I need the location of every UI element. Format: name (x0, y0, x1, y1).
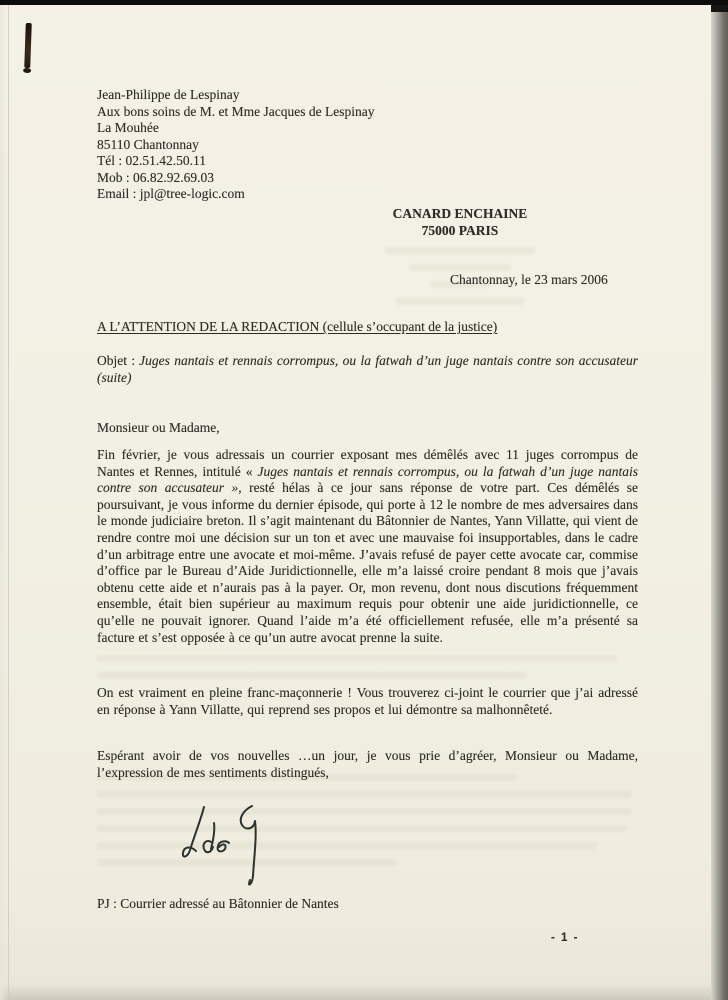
sender-address-block (97, 87, 374, 203)
bleed-through-line (97, 655, 617, 662)
salutation: Monsieur ou Madame, (97, 420, 220, 435)
sender-address-line: Mob : 06.82.92.69.03 (97, 169, 215, 185)
bleed-through-line (97, 791, 632, 798)
recipient-city: 75000 PARIS (421, 222, 499, 238)
bleed-through-line (385, 247, 535, 254)
attachment-line: PJ : Courrier adressé au Bâtonnier de Nantes (97, 896, 339, 911)
bleed-through-line (410, 264, 510, 271)
handwritten-signature (166, 798, 278, 912)
body-paragraph-3: Espérant avoir de vos nouvelles …un jour, je vous prie d’agréer, Monsieur ou Madame, l’expression de mes sentiments distingués, (97, 748, 638, 780)
sender-address-line: 85110 Chantonnay (97, 136, 199, 152)
subject-label: Objet : (97, 353, 136, 368)
italic-text-segment: Juges nantais et rennais corrompus, ou la fatwah d’un juge nantais contre son accusateur », (97, 463, 638, 496)
sender-address-line: La Mouhée (97, 120, 159, 135)
subject-line (97, 352, 638, 386)
sender-address-line: Jean-Philippe de Lespinay (97, 87, 240, 102)
dateline: Chantonnay, le 23 mars 2006 (450, 272, 608, 287)
sender-address-line: Email : jpl@tree-logic.com (97, 186, 245, 201)
scanner-edge-top (0, 0, 728, 5)
attention-line: A L’ATTENTION DE LA REDACTION (cellule s’occupant de la justice) (97, 319, 498, 334)
bleed-through-text (97, 655, 637, 689)
bleed-through-line (97, 672, 527, 679)
text-segment: Fin février, je vous adressais un courrier exposant mes démêlés avec 11 juges corrompus de Nantes et Rennes, intitulé « (97, 447, 638, 479)
body-paragraph-1 (97, 447, 638, 646)
body-paragraph-2: On est vraiment en pleine franc-maçonnerie ! Vous trouverez ci-joint le courrier que j’ai adressé en réponse à Yann Villatte, qui reprend ses propos et lui démontre sa malhonnêteté. (97, 685, 638, 717)
text-segment: resté hélas à ce jour sans réponse de votre part. Ces démêlés se poursuivant, je vous informe du dernier épisode, qui porte à 12 le nombre de mes adversaires dans le monde judiciaire breton. Il s’agit maintenant du Bâtonnier de Nantes, Yann Villatte, qui vient de rendre contre moi une décision sur un ton et avec une mauvaise foi insupportables, dans le cadre d’un arbitrage entre une avocate et moi-même. J’avais refusé de payer cette avocate car, commise d’office par le Bureau d’Aide Juridictionnelle, elle m’a laissé croire pendant 8 mois que j’avais obtenu cette aide et n’aurais pas à la payer. Or, mon revenu, dont nous discutions fréquemment ensemble, était bien supérieur au maximum requis pour obtenir une aide juridictionnelle, ce qu’elle ne pouvait ignorer. Quand l’aide m’a été officiellement refusée, elle m’a présenté sa facture et s’est opposée à ce qu’un autre avocat prenne la suite. (97, 480, 639, 645)
page-number: - 1 - (551, 932, 579, 944)
bleed-through-line (395, 298, 525, 305)
scanner-edge-right (711, 0, 728, 1000)
page-left-edge (0, 5, 9, 1000)
subject-text: Juges nantais et rennais corrompus, ou la fatwah d’un juge nantais contre son accusateur (suite) (97, 353, 638, 385)
staple-mark (24, 23, 32, 68)
recipient-name: CANARD ENCHAINE (392, 206, 528, 221)
sender-address-line: Aux bons soins de M. et Mme Jacques de Lespinay (97, 103, 375, 119)
page-bottom-shadow (0, 984, 728, 1000)
sender-address-line: Tél : 02.51.42.50.11 (97, 153, 206, 168)
recipient-block (330, 206, 590, 239)
